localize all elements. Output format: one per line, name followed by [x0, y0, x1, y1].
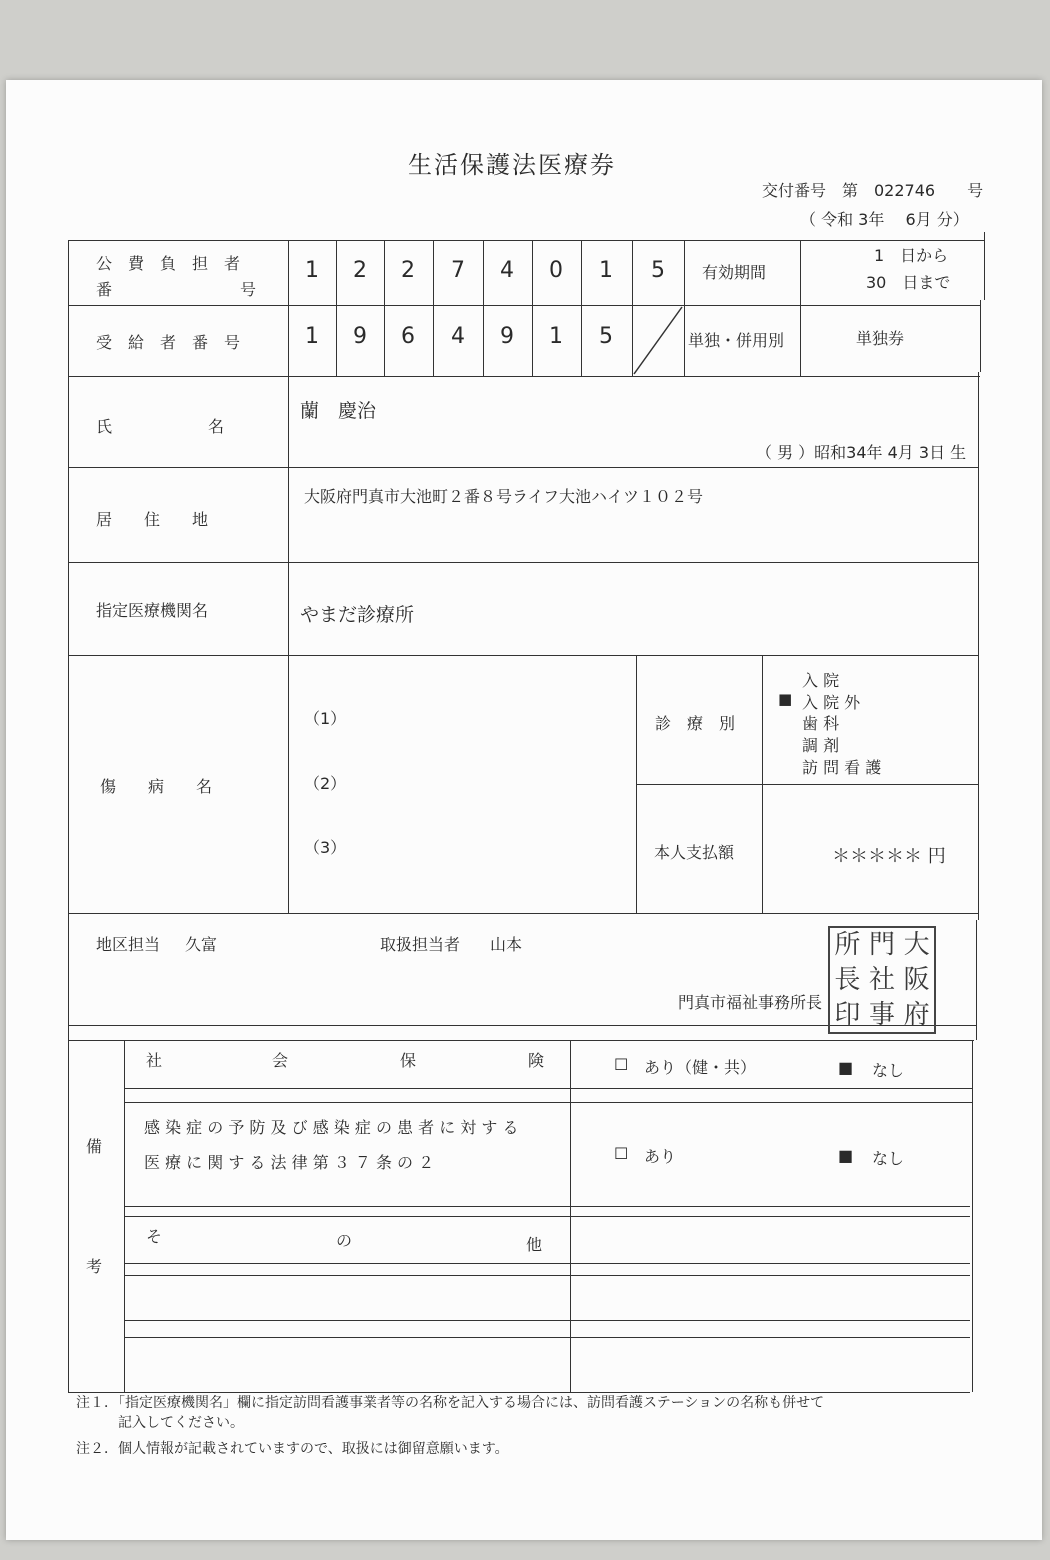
empty-cell-slash	[632, 305, 684, 376]
recipient-digit: 9	[353, 324, 367, 349]
infection-yes-label: あり	[644, 1147, 677, 1166]
social-insurance-no-label: なし	[872, 1061, 905, 1080]
treatment-option-home-nursing: 訪 問 看 護	[802, 758, 882, 777]
validity-from: 1 日から	[874, 246, 949, 265]
official-seal-stamp: 所 門 大 長 社 阪 印 事 府	[828, 926, 936, 1034]
office-name: 門真市福祉事務所長	[678, 993, 823, 1012]
treatment-option-dental: 歯 科	[802, 714, 840, 733]
treatment-option-outpatient: 入 院 外	[802, 693, 861, 712]
treatment-label: 診 療 別	[655, 714, 736, 733]
remarks-label-top: 備	[86, 1137, 103, 1156]
social-insurance-label: 険	[528, 1051, 545, 1070]
name-value: 蘭 慶治	[300, 400, 377, 422]
note-1: 注１．「指定医療機関名」欄に指定訪問看護事業者等の名称を記入する場合には、訪問看護ステーションの名称も併せて	[76, 1395, 825, 1411]
other-label: そ	[146, 1227, 163, 1246]
name-label: 氏 名	[96, 417, 225, 436]
social-insurance-label: 会	[272, 1051, 289, 1070]
payer-digit: 0	[549, 258, 563, 283]
social-insurance-yes-checkbox: ☐	[614, 1055, 629, 1074]
document-title: 生活保護法医療券	[408, 151, 616, 179]
payer-digit: 1	[305, 258, 319, 283]
remarks-label-bottom: 考	[86, 1257, 103, 1276]
disease-item-2: （2）	[304, 774, 347, 793]
handler-label: 取扱担当者	[380, 935, 461, 954]
infection-yes-checkbox: ☐	[614, 1144, 629, 1163]
infection-no-label: なし	[872, 1149, 905, 1168]
note-2: 注２．個人情報が記載されていますので、取扱には御留意願います。	[76, 1441, 509, 1457]
recipient-digit: 9	[500, 324, 514, 349]
validity-label: 有効期間	[702, 263, 767, 282]
treatment-option-inpatient: 入 院	[802, 671, 840, 690]
infection-law-line1: 感 染 症 の 予 防 及 び 感 染 症 の 患 者 に 対 す る	[144, 1118, 519, 1137]
payment-label: 本人支払額	[654, 843, 735, 862]
recipient-digit: 1	[549, 324, 563, 349]
treatment-selected-mark: ■	[778, 690, 793, 708]
residence-value: 大阪府門真市大池町２番８号ライフ大池ハイツ１０２号	[304, 487, 704, 506]
disease-label: 傷 病 名	[100, 777, 213, 796]
recipient-digit: 5	[599, 324, 613, 349]
institution-label: 指定医療機関名	[96, 601, 209, 620]
treatment-option-pharmacy: 調 剤	[802, 736, 840, 755]
payer-number-label-2: 番 号	[96, 280, 257, 299]
infection-law-line2: 医 療 に 関 す る 法 律 第 ３ ７ 条 の ２	[144, 1153, 435, 1172]
district-staff-label: 地区担当	[96, 935, 161, 954]
disease-item-1: （1）	[304, 709, 347, 728]
target-period: （ 令和 3年 6月 分）	[800, 210, 969, 229]
other-label: の	[336, 1231, 353, 1250]
infection-no-checkbox: ■	[838, 1146, 854, 1165]
recipient-number-label: 受 給 者 番 号	[96, 333, 241, 352]
institution-value: やまだ診療所	[300, 604, 415, 626]
payer-digit: 2	[401, 258, 415, 283]
social-insurance-label: 社	[146, 1051, 163, 1070]
single-combined-value: 単独券	[856, 329, 905, 348]
social-insurance-label: 保	[400, 1051, 417, 1070]
social-insurance-no-checkbox: ■	[838, 1058, 854, 1077]
social-insurance-yes-label: あり（健・共）	[644, 1058, 757, 1077]
recipient-digit: 4	[451, 324, 465, 349]
payer-digit: 4	[500, 258, 514, 283]
recipient-digit: 1	[305, 324, 319, 349]
disease-item-3: （3）	[304, 838, 347, 857]
validity-to: 30 日まで	[866, 273, 951, 292]
residence-label: 居 住 地	[96, 510, 209, 529]
payer-digit: 1	[599, 258, 613, 283]
issue-number: 交付番号 第 022746 号	[762, 181, 984, 200]
handler-value: 山本	[490, 935, 523, 954]
birth-date: （ 男 ）昭和34年 4月 3日 生	[756, 443, 967, 462]
single-combined-label: 単独・併用別	[688, 331, 785, 350]
payer-number-label-1: 公 費 負 担 者	[96, 254, 241, 273]
payer-digit: 7	[451, 258, 465, 283]
payment-value: ＊＊＊＊＊ 円	[832, 846, 946, 867]
recipient-digit: 6	[401, 324, 415, 349]
payer-digit: 2	[353, 258, 367, 283]
other-label: 他	[526, 1235, 543, 1254]
district-staff-value: 久富	[185, 935, 218, 954]
note-1-cont: 記入してください。	[76, 1415, 244, 1431]
payer-digit: 5	[651, 258, 665, 283]
